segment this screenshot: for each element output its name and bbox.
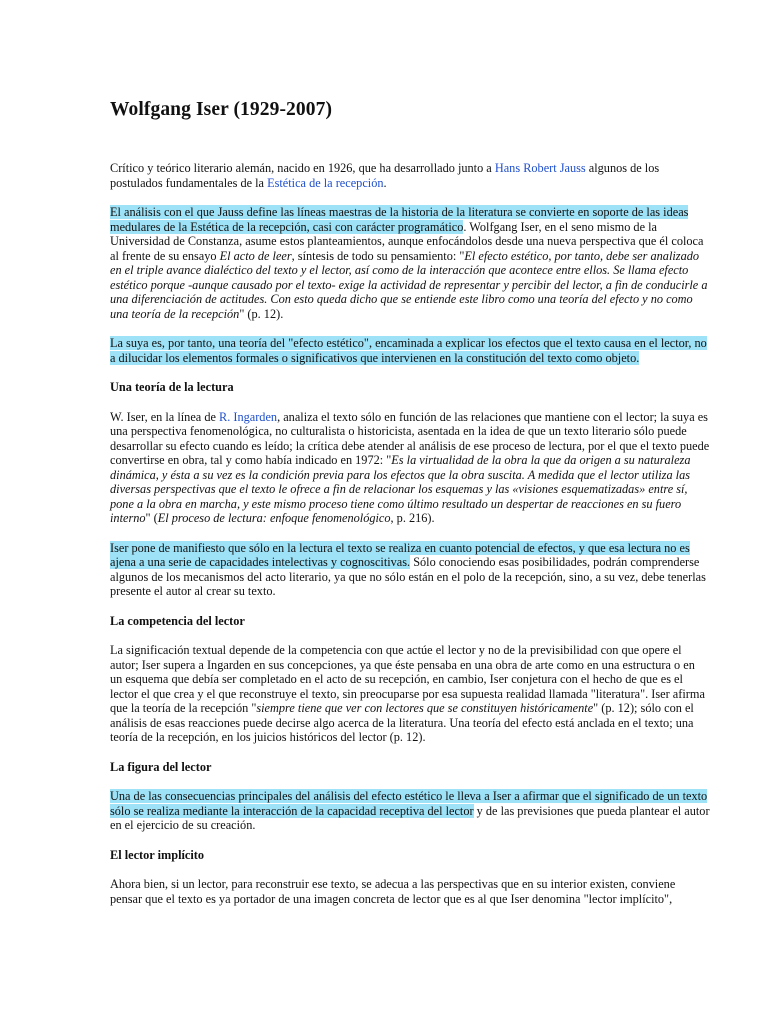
highlighted-text: Iser pone de manifiesto que sólo en la lectura el texto se realiza en cuanto potencial de efectos, y que esa lectura no es ajena a una serie de capacidades intelectivas y cognoscitivas. (110, 540, 690, 569)
link-hans-robert-jauss[interactable]: Hans Robert Jauss (494, 161, 586, 175)
section-heading-figura: La figura del lector (110, 759, 212, 774)
link-estetica-recepcion[interactable]: Estética de la recepción (267, 175, 384, 190)
paragraph-jauss-analysis: El análisis con el que Jauss define las líneas maestras de la historia de la literatura se convierte en soporte de las ideas medulares de la Estética de la recepción, casi con carácter programático. Wolfgang Iser, en el seno mismo de la Universidad de Constanza, asume estos planteamientos, aunque enfocándolos desde una nueva perspectiva que él coloca al frente de su ensayo El acto de leer, síntesis de todo su pensamiento: "El efecto estético, por tanto, debe ser analizado en el triple avance dialéctico del texto y el lector, así como de la interacción que acontece entre ellos. Se llama efecto estético porque -aunque causado por el texto- exige la actividad de representar y percibir del lector, a fin de conducirle a una diferenciación de actitudes. Con esto queda dicho que se entiende este libro como una teoría del efecto y no como una teoría de la recepción" (p. 12). (110, 205, 708, 321)
article-body (110, 161, 710, 921)
paragraph-figura: Una de las consecuencias principales del análisis del efecto estético le lleva a Iser a afirmar que el significado de un texto sólo se realiza mediante la interacción de la capacidad receptiva del lector y de las previsiones que pueda plantear el autor en el ejercicio de su creación. (110, 789, 710, 832)
paragraph-potencial-efectos: Iser pone de manifiesto que sólo en la lectura el texto se realiza en cuanto potencial de efectos, y que esa lectura no es ajena a una serie de capacidades intelectivas y cognoscitivas. Sólo conociendo esas posibilidades, podrán comprenderse algunos de los mecanismos del acto literario, ya que no sólo están en el polo de la recepción, sino, a su vez, debe tenerlas presente el autor al crear su texto. (110, 540, 706, 598)
quote-text: Es la virtualidad de la obra la que da origen a su naturaleza dinámica, y ésta a su vez es la condición previa para los efectos que la obra suscita. A medida que el lector utiliza las diversas perspectivas que el texto le ofrece a fin de relacionar los esquemas y las «visiones esquematizadas» entre sí, pone a la obra en marcha, y este mismo proceso tiene como último resultado un despertar de reacciones en su fuero interno (110, 453, 691, 525)
paragraph-ingarden: W. Iser, en la línea de R. Ingarden, analiza el texto sólo en función de las relaciones que mantiene con el lector; la suya es una perspectiva fenomenológica, no culturalista o historicista, asentada en la idea de que un texto literario sólo puede desarrollar su efecto cuando es leído; la crítica debe atender al análisis de ese proceso de lectura, por el que el texto puede convertirse en obra, tal y como había indicado en 1972: "Es la virtualidad de la obra la que da origen a su naturaleza dinámica, y ésta a su vez es la condición previa para los efectos que la obra suscita. A medida que el lector utiliza las diversas perspectivas que el texto le ofrece a fin de relacionar los esquemas y las «visiones esquematizadas» entre sí, pone a la obra en marcha, y este mismo proceso tiene como último resultado un despertar de reacciones en su fuero interno" (El proceso de lectura: enfoque fenomenológico, p. 216). (110, 409, 710, 525)
quote-text: El efecto estético, por tanto, debe ser analizado en el triple avance dialéctico del texto y el lector, así como de la interacción que acontece entre ellos. Se llama efecto estético porque -aunque causado por el texto- exige la actividad de representar y percibir del lector, a fin de conducirle a una diferenciación de actitudes. Con esto queda dicho que se entiende este libro como una teoría del efecto y no como una teoría de la recepción (110, 248, 708, 321)
paragraph-implicito: Ahora bien, si un lector, para reconstruir ese texto, se adecua a las perspectivas que en su interior existen, conviene pensar que el texto es ya portador de una imagen concreta de lector que es al que Iser denomina "lector implícito", (110, 877, 676, 906)
paragraph-competencia: La significación textual depende de la competencia con que actúe el lector y no de la previsibilidad con que opere el autor; Iser supera a Ingarden en sus concepciones, ya que éste pensaba en una obra de arte como en una estructura o en un esquema que debía ser completado en el acto de su recepción, en cambio, Iser conjetura con el hecho de que es el lector el que crea y el que reconstruye el texto, sin preocuparse por esa supuesta realidad llamada "literatura". Iser afirma que la teoría de la recepción "siempre tiene que ver con lectores que se constituyen históricamente" (p. 12); sólo con el análisis de esas reacciones puede decirse algo acerca de la literatura. Una teoría del efecto está anclada en el texto; una teoría de la recepción, en los juicios históricos del lector (p. 12). (110, 643, 705, 744)
section-heading-lectura: Una teoría de la lectura (110, 380, 234, 394)
highlighted-text: Una de las consecuencias principales del análisis del efecto estético le lleva a Iser a afirmar que el significado de un texto sólo se realiza mediante la interacción de la capacidad receptiva del lector (110, 789, 708, 818)
section-heading-implicito: El lector implícito (110, 847, 205, 862)
paragraph-efecto-estetico (110, 336, 710, 365)
link-r-ingarden[interactable]: R. Ingarden (219, 409, 278, 424)
page-title: Wolfgang Iser (1929-2007) (110, 99, 333, 120)
section-heading-competencia: La competencia del lector (110, 613, 245, 628)
intro-paragraph: Crítico y teórico literario alemán, nacido en 1926, que ha desarrollado junto a Hans Robert Jauss algunos de los postulados fundamentales de la Estética de la recepción. (110, 161, 660, 190)
highlighted-text: La suya es, por tanto, una teoría del "efecto estético", encaminada a explicar los efectos que el texto causa en el lector, no a dilucidar los elementos formales o significativos que intervienen en la constitución del texto como objeto. (110, 336, 707, 365)
quote-text: siempre tiene que ver con lectores que se constituyen históricamente (256, 701, 594, 715)
highlighted-text: El análisis con el que Jauss define las líneas maestras de la historia de la literatura se convierte en soporte de las ideas medulares de la Estética de la recepción, casi con carácter programático (110, 205, 689, 234)
